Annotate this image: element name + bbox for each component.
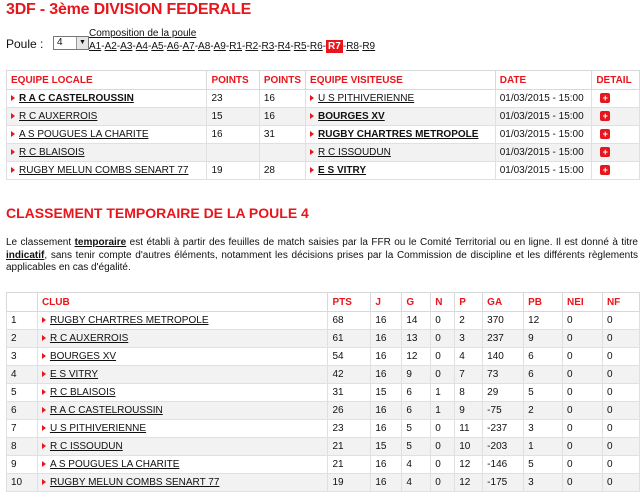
classement-title: CLASSEMENT TEMPORAIRE DE LA POULE 4 xyxy=(6,205,309,221)
poule-link-separator: - xyxy=(210,41,214,52)
poule-link-r4[interactable]: R4 xyxy=(277,41,291,52)
cell-nei: 0 xyxy=(563,420,603,438)
cell-lost: 8 xyxy=(455,384,483,402)
match-date: 01/03/2015 - 15:00 xyxy=(495,162,592,180)
arrow-right-icon xyxy=(310,149,314,155)
notice-emphasis-temporaire: temporaire xyxy=(74,237,127,248)
poule-link-r3[interactable]: R3 xyxy=(261,41,275,52)
poule-link-r2[interactable]: R2 xyxy=(245,41,259,52)
club-link[interactable]: BOURGES XV xyxy=(49,351,117,362)
cell-drawn: 0 xyxy=(431,456,455,474)
cell-nf: 0 xyxy=(602,420,639,438)
poule-link-separator: - xyxy=(274,41,278,52)
arrow-right-icon xyxy=(11,167,15,173)
cell-drawn: 1 xyxy=(431,384,455,402)
cell-rank: 6 xyxy=(7,402,38,420)
plus-icon[interactable]: + xyxy=(600,111,610,121)
cell-lost: 3 xyxy=(455,330,483,348)
classement-row xyxy=(7,420,640,438)
header-nf: NF xyxy=(602,293,639,312)
plus-icon[interactable]: + xyxy=(600,129,610,139)
cell-goal-average: 237 xyxy=(483,330,524,348)
cell-nei: 0 xyxy=(563,438,603,456)
poule-link-a7[interactable]: A7 xyxy=(182,41,195,52)
cell-bonus: 2 xyxy=(524,402,563,420)
match-row xyxy=(7,126,640,144)
home-team-cell xyxy=(7,144,207,162)
arrow-right-icon xyxy=(11,131,15,137)
cell-pts: 42 xyxy=(328,366,371,384)
cell-bonus: 9 xyxy=(524,330,563,348)
matches-header-row xyxy=(7,71,640,90)
cell-played: 16 xyxy=(371,456,402,474)
cell-nei: 0 xyxy=(563,330,603,348)
detail-cell xyxy=(592,144,640,162)
away-team-cell xyxy=(306,126,496,144)
cell-rank: 10 xyxy=(7,474,38,492)
cell-lost: 11 xyxy=(455,420,483,438)
away-team-cell xyxy=(306,144,496,162)
cell-nei: 0 xyxy=(563,348,603,366)
header-away-points: POINTS xyxy=(259,71,305,90)
header-away-team: EQUIPE VISITEUSE xyxy=(306,71,496,90)
cell-club xyxy=(37,456,328,474)
cell-lost: 2 xyxy=(455,312,483,330)
home-team-cell xyxy=(7,126,207,144)
poule-link-separator: - xyxy=(179,41,183,52)
match-date: 01/03/2015 - 15:00 xyxy=(495,90,592,108)
cell-won: 5 xyxy=(402,420,431,438)
away-team-link[interactable]: BOURGES XV xyxy=(318,111,385,122)
poule-link-separator: - xyxy=(101,41,105,52)
header-n: N xyxy=(431,293,455,312)
poule-link-r7[interactable]: R7 xyxy=(328,41,341,52)
cell-lost: 7 xyxy=(455,366,483,384)
cell-bonus: 5 xyxy=(524,384,563,402)
classement-row xyxy=(7,474,640,492)
cell-pts: 23 xyxy=(328,420,371,438)
cell-nf: 0 xyxy=(602,456,639,474)
classement-row xyxy=(7,456,640,474)
header-club: CLUB xyxy=(37,293,328,312)
cell-club xyxy=(37,420,328,438)
cell-club xyxy=(37,312,328,330)
arrow-right-icon xyxy=(11,95,15,101)
cell-pts: 68 xyxy=(328,312,371,330)
cell-drawn: 0 xyxy=(431,348,455,366)
club-link[interactable]: R A C CASTELROUSSIN xyxy=(49,405,163,416)
cell-drawn: 0 xyxy=(431,330,455,348)
cell-won: 6 xyxy=(402,384,431,402)
classement-row xyxy=(7,330,640,348)
composition-link[interactable]: Composition de la poule xyxy=(89,28,197,39)
away-points: 16 xyxy=(259,90,305,108)
poule-link-a8[interactable]: A8 xyxy=(198,41,211,52)
poule-link-separator: - xyxy=(290,41,294,52)
cell-nei: 0 xyxy=(563,366,603,384)
arrow-right-icon xyxy=(42,407,46,413)
classement-table xyxy=(6,292,640,492)
match-row xyxy=(7,144,640,162)
poule-link-separator: - xyxy=(242,41,246,52)
home-team-link[interactable]: R C BLAISOIS xyxy=(19,147,85,158)
cell-rank: 7 xyxy=(7,420,38,438)
header-p: P xyxy=(455,293,483,312)
cell-bonus: 3 xyxy=(524,474,563,492)
poule-link-a2[interactable]: A2 xyxy=(104,41,117,52)
cell-nei: 0 xyxy=(563,474,603,492)
cell-won: 6 xyxy=(402,402,431,420)
arrow-right-icon xyxy=(42,353,46,359)
away-points: 28 xyxy=(259,162,305,180)
cell-bonus: 6 xyxy=(524,366,563,384)
classement-row xyxy=(7,438,640,456)
cell-pts: 19 xyxy=(328,474,371,492)
classement-header-row xyxy=(7,293,640,312)
cell-goal-average: -75 xyxy=(483,402,524,420)
poule-link-a6[interactable]: A6 xyxy=(166,41,180,52)
cell-club xyxy=(37,366,328,384)
cell-pts: 61 xyxy=(328,330,371,348)
cell-rank: 3 xyxy=(7,348,38,366)
home-points xyxy=(207,144,259,162)
home-points: 15 xyxy=(207,108,259,126)
poule-link-a3[interactable]: A3 xyxy=(120,41,133,52)
away-points xyxy=(259,144,305,162)
header-ga: GA xyxy=(483,293,524,312)
cell-club xyxy=(37,402,328,420)
cell-bonus: 12 xyxy=(524,312,563,330)
classement-row xyxy=(7,384,640,402)
cell-played: 15 xyxy=(371,438,402,456)
cell-nf: 0 xyxy=(602,348,639,366)
detail-cell xyxy=(592,126,640,144)
cell-nei: 0 xyxy=(563,402,603,420)
home-team-link[interactable]: A S POUGUES LA CHARITE xyxy=(19,129,149,140)
cell-pts: 21 xyxy=(328,456,371,474)
poule-link-separator: - xyxy=(116,41,121,52)
cell-nf: 0 xyxy=(602,312,639,330)
cell-nf: 0 xyxy=(602,438,639,456)
header-detail: DETAIL xyxy=(592,71,640,90)
cell-played: 16 xyxy=(371,312,402,330)
cell-club xyxy=(37,438,328,456)
cell-goal-average: -175 xyxy=(483,474,524,492)
away-points: 31 xyxy=(259,126,305,144)
poule-links xyxy=(89,41,375,52)
cell-played: 16 xyxy=(371,366,402,384)
notice-text: est établi à partir des feuilles de match saisies par la FFR ou le Comité Territorial ou en ligne. Il est donné à titre xyxy=(126,237,638,248)
cell-bonus: 1 xyxy=(524,438,563,456)
club-link[interactable]: R C ISSOUDUN xyxy=(49,441,123,452)
cell-club xyxy=(37,384,328,402)
poule-link-r1[interactable]: R1 xyxy=(229,41,242,52)
cell-played: 16 xyxy=(371,402,402,420)
cell-won: 4 xyxy=(402,456,431,474)
home-team-link[interactable]: R A C CASTELROUSSIN xyxy=(19,93,134,104)
arrow-right-icon xyxy=(11,113,15,119)
cell-drawn: 1 xyxy=(431,402,455,420)
club-link[interactable]: R C AUXERROIS xyxy=(49,333,129,344)
arrow-right-icon xyxy=(42,335,46,341)
cell-played: 16 xyxy=(371,348,402,366)
poule-link-r8[interactable]: R8 xyxy=(346,41,359,52)
cell-played: 15 xyxy=(371,384,402,402)
poule-link-separator: - xyxy=(194,41,199,52)
detail-cell xyxy=(592,162,640,180)
cell-lost: 9 xyxy=(455,402,483,420)
cell-won: 4 xyxy=(402,474,431,492)
header-rank xyxy=(7,293,38,312)
cell-rank: 8 xyxy=(7,438,38,456)
cell-bonus: 6 xyxy=(524,348,563,366)
poule-link-separator: - xyxy=(225,41,230,52)
cell-goal-average: 73 xyxy=(483,366,524,384)
cell-nei: 0 xyxy=(563,456,603,474)
classement-row xyxy=(7,348,640,366)
poule-selector-row xyxy=(6,28,640,54)
poule-link-a5[interactable]: A5 xyxy=(151,41,164,52)
detail-cell xyxy=(592,90,640,108)
poule-link-separator: - xyxy=(132,41,136,52)
poule-link-separator: - xyxy=(306,41,310,52)
cell-won: 14 xyxy=(402,312,431,330)
plus-icon[interactable]: + xyxy=(600,147,610,157)
poule-link-a9[interactable]: A9 xyxy=(213,41,226,52)
cell-rank: 4 xyxy=(7,366,38,384)
match-row xyxy=(7,162,640,180)
arrow-right-icon xyxy=(42,371,46,377)
cell-goal-average: 370 xyxy=(483,312,524,330)
home-points: 23 xyxy=(207,90,259,108)
arrow-right-icon xyxy=(42,461,46,467)
poule-link-separator: - xyxy=(322,41,327,52)
arrow-right-icon xyxy=(11,149,15,155)
header-date: DATE xyxy=(495,71,592,90)
match-row xyxy=(7,108,640,126)
cell-nei: 0 xyxy=(563,384,603,402)
cell-goal-average: 29 xyxy=(483,384,524,402)
cell-rank: 5 xyxy=(7,384,38,402)
cell-goal-average: 140 xyxy=(483,348,524,366)
cell-club xyxy=(37,348,328,366)
away-team-link[interactable]: RUGBY CHARTRES METROPOLE xyxy=(318,129,479,140)
cell-bonus: 3 xyxy=(524,420,563,438)
club-link[interactable]: RUGBY CHARTRES METROPOLE xyxy=(49,315,209,326)
poule-link-separator: - xyxy=(147,41,152,52)
cell-drawn: 0 xyxy=(431,438,455,456)
poule-select[interactable] xyxy=(53,36,89,50)
away-team-cell xyxy=(306,90,496,108)
cell-bonus: 5 xyxy=(524,456,563,474)
arrow-right-icon xyxy=(42,479,46,485)
arrow-right-icon xyxy=(310,167,314,173)
club-link[interactable]: E S VITRY xyxy=(49,369,99,380)
poule-link-r6[interactable]: R6 xyxy=(309,41,323,52)
home-points: 19 xyxy=(207,162,259,180)
cell-goal-average: -203 xyxy=(483,438,524,456)
cell-lost: 10 xyxy=(455,438,483,456)
away-points: 16 xyxy=(259,108,305,126)
cell-lost: 12 xyxy=(455,474,483,492)
cell-lost: 12 xyxy=(455,456,483,474)
cell-drawn: 0 xyxy=(431,474,455,492)
cell-pts: 26 xyxy=(328,402,371,420)
home-team-link[interactable]: R C AUXERROIS xyxy=(19,111,98,122)
away-team-cell xyxy=(306,162,496,180)
header-pb: PB xyxy=(524,293,563,312)
cell-pts: 21 xyxy=(328,438,371,456)
cell-pts: 31 xyxy=(328,384,371,402)
away-team-link[interactable]: E S VITRY xyxy=(318,165,367,176)
cell-won: 13 xyxy=(402,330,431,348)
notice-emphasis-indicatif: indicatif xyxy=(6,249,45,261)
classement-row xyxy=(7,312,640,330)
home-points: 16 xyxy=(207,126,259,144)
chevron-down-icon[interactable]: ▼ xyxy=(76,37,88,49)
cell-drawn: 0 xyxy=(431,420,455,438)
poule-link-r9[interactable]: R9 xyxy=(362,41,376,52)
classement-notice xyxy=(6,237,638,275)
away-team-link[interactable]: U S PITHIVERIENNE xyxy=(318,93,415,104)
cell-played: 16 xyxy=(371,420,402,438)
notice-text: Le classement xyxy=(6,237,75,248)
match-date: 01/03/2015 - 15:00 xyxy=(495,144,592,162)
cell-nf: 0 xyxy=(602,402,639,420)
cell-goal-average: -146 xyxy=(483,456,524,474)
poule-link-r5[interactable]: R5 xyxy=(293,41,307,52)
arrow-right-icon xyxy=(42,389,46,395)
club-link[interactable]: A S POUGUES LA CHARITE xyxy=(49,459,180,470)
match-date: 01/03/2015 - 15:00 xyxy=(495,126,592,144)
cell-nf: 0 xyxy=(602,366,639,384)
away-team-link[interactable]: R C ISSOUDUN xyxy=(318,147,391,158)
detail-cell xyxy=(592,108,640,126)
header-home-team: EQUIPE LOCALE xyxy=(7,71,207,90)
cell-club xyxy=(37,330,328,348)
cell-rank: 1 xyxy=(7,312,38,330)
page-title: 3DF - 3ème DIVISION FEDERALE xyxy=(6,1,252,18)
cell-played: 16 xyxy=(371,474,402,492)
home-team-cell xyxy=(7,162,207,180)
home-team-link[interactable]: RUGBY MELUN COMBS SENART 77 xyxy=(19,165,189,176)
cell-nf: 0 xyxy=(602,384,639,402)
cell-pts: 54 xyxy=(328,348,371,366)
cell-drawn: 0 xyxy=(431,366,455,384)
arrow-right-icon xyxy=(310,95,314,101)
match-row xyxy=(7,90,640,108)
plus-icon[interactable]: + xyxy=(600,93,610,103)
cell-won: 5 xyxy=(402,438,431,456)
classement-row xyxy=(7,402,640,420)
classement-row xyxy=(7,366,640,384)
match-date: 01/03/2015 - 15:00 xyxy=(495,108,592,126)
club-link[interactable]: R C BLAISOIS xyxy=(49,387,116,398)
poule-link-separator: - xyxy=(342,41,347,52)
poule-link-separator: - xyxy=(358,41,363,52)
cell-nf: 0 xyxy=(602,474,639,492)
cell-club xyxy=(37,474,328,492)
club-link[interactable]: RUGBY MELUN COMBS SENART 77 xyxy=(49,477,220,488)
header-j: J xyxy=(371,293,402,312)
header-pts: PTS xyxy=(328,293,371,312)
poule-select-value: 4 xyxy=(57,37,63,48)
arrow-right-icon xyxy=(42,425,46,431)
header-g: G xyxy=(402,293,431,312)
arrow-right-icon xyxy=(42,317,46,323)
header-home-points: POINTS xyxy=(207,71,259,90)
cell-drawn: 0 xyxy=(431,312,455,330)
poule-label: Poule : xyxy=(6,37,44,51)
cell-lost: 4 xyxy=(455,348,483,366)
arrow-right-icon xyxy=(310,113,314,119)
club-link[interactable]: U S PITHIVERIENNE xyxy=(49,423,147,434)
header-nei: NEI xyxy=(563,293,603,312)
home-team-cell xyxy=(7,90,207,108)
cell-won: 9 xyxy=(402,366,431,384)
away-team-cell xyxy=(306,108,496,126)
notice-text: , sans tenir compte d'autres éléments, notamment les décisions prises par la Commission de discipline et les différents règlements applicables en cas d'égalité. xyxy=(6,249,638,273)
cell-rank: 2 xyxy=(7,330,38,348)
cell-goal-average: -237 xyxy=(483,420,524,438)
arrow-right-icon xyxy=(310,131,314,137)
poule-link-a4[interactable]: A4 xyxy=(135,41,148,52)
poule-link-separator: - xyxy=(163,41,167,52)
cell-played: 16 xyxy=(371,330,402,348)
poule-link-separator: - xyxy=(258,41,262,52)
cell-won: 12 xyxy=(402,348,431,366)
plus-icon[interactable]: + xyxy=(600,165,610,175)
cell-nf: 0 xyxy=(602,330,639,348)
cell-nei: 0 xyxy=(563,312,603,330)
matches-table xyxy=(6,70,640,180)
home-team-cell xyxy=(7,108,207,126)
arrow-right-icon xyxy=(42,443,46,449)
cell-rank: 9 xyxy=(7,456,38,474)
poule-link-a1[interactable]: A1 xyxy=(89,41,102,52)
